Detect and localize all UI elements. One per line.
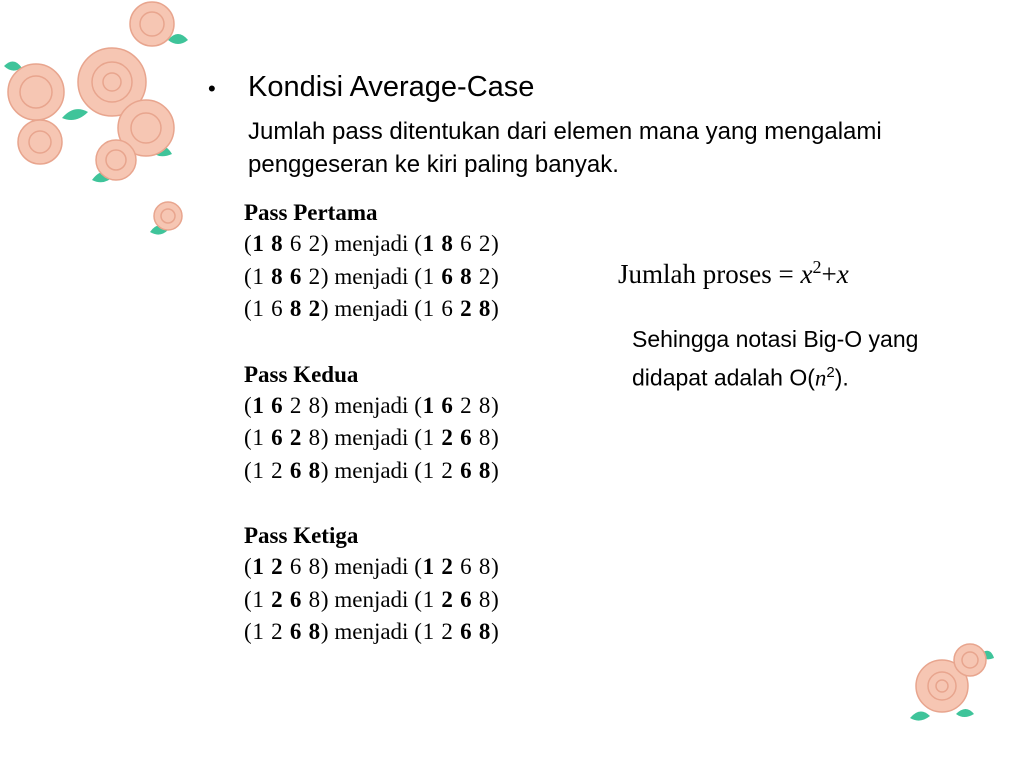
- insertion-sort-passes: [244, 198, 499, 649]
- array-element: 2: [460, 296, 472, 321]
- array-element: 2: [478, 231, 491, 256]
- array-element: 1: [252, 554, 264, 579]
- array-element: 8: [308, 457, 321, 483]
- rose-icon: [916, 644, 986, 712]
- array-element: 8: [308, 425, 321, 450]
- array-element: 1: [252, 231, 264, 256]
- formula-plus: +: [821, 259, 837, 289]
- array-element: 2: [289, 392, 302, 418]
- pass-title: Pass Kedua: [244, 361, 359, 387]
- array-element: 1: [252, 619, 264, 644]
- array-element: 8: [308, 619, 321, 644]
- array-element: 2: [308, 231, 321, 256]
- row-connector: menjadi: [334, 392, 409, 418]
- array-element: 6: [460, 231, 472, 256]
- array-element: 2: [441, 586, 453, 612]
- array-element: 8: [308, 554, 321, 579]
- pass-step-row: (1 2 6 8) menjadi (1 2 6 8): [244, 616, 499, 649]
- pass-block: [244, 521, 499, 649]
- array-element: 6: [289, 619, 302, 644]
- array-element: 1: [252, 263, 264, 289]
- array-element: 1: [252, 392, 264, 418]
- slide-title-bullet: [208, 70, 534, 106]
- array-element: 8: [478, 392, 491, 418]
- slide-title: Kondisi Average-Case: [248, 71, 535, 103]
- process-count-formula: [618, 247, 849, 294]
- rose-icon: [8, 2, 182, 230]
- array-element: 1: [422, 586, 435, 612]
- array-element: 8: [308, 392, 321, 418]
- row-connector: menjadi: [334, 586, 409, 612]
- array-element: 2: [308, 263, 321, 289]
- conclusion-text: Sehingga notasi Big-O yang didapat adalah: [632, 326, 919, 391]
- array-element: 2: [441, 554, 453, 579]
- pass-step-row: (1 2 6 8) menjadi (1 2 6 8): [244, 455, 499, 488]
- row-connector: menjadi: [334, 457, 409, 483]
- array-element: 8: [460, 263, 472, 289]
- big-o-close: ).: [834, 364, 849, 391]
- array-element: 1: [422, 263, 435, 289]
- array-element: 8: [271, 231, 283, 256]
- array-element: 1: [422, 425, 435, 450]
- array-element: 1: [252, 296, 264, 321]
- array-element: 2: [271, 619, 283, 644]
- array-element: 2: [441, 619, 453, 644]
- formula-base: x: [800, 259, 813, 289]
- array-element: 8: [478, 586, 491, 612]
- array-element: 2: [308, 296, 321, 321]
- array-element: 6: [460, 619, 472, 644]
- array-element: 6: [441, 263, 453, 289]
- pass-step-row: (1 2 6 8) menjadi (1 2 6 8): [244, 584, 499, 617]
- pass-step-row: (1 6 8 2) menjadi (1 6 2 8): [244, 293, 499, 326]
- formula-exponent: 2: [812, 257, 822, 277]
- formula-term: x: [836, 259, 849, 289]
- bullet-point-icon: •: [208, 76, 216, 101]
- array-element: 1: [252, 457, 264, 483]
- array-element: 8: [271, 263, 283, 289]
- array-element: 6: [441, 296, 453, 321]
- row-connector: menjadi: [334, 619, 409, 644]
- array-element: 6: [460, 457, 472, 483]
- array-element: 2: [441, 457, 453, 483]
- array-element: 1: [422, 619, 435, 644]
- array-element: 6: [441, 392, 453, 418]
- array-element: 6: [289, 263, 302, 289]
- array-element: 8: [289, 296, 302, 321]
- array-element: 8: [478, 554, 491, 579]
- array-element: 2: [271, 554, 283, 579]
- array-element: 8: [478, 619, 491, 644]
- pass-title: Pass Pertama: [244, 200, 378, 225]
- array-element: 6: [460, 586, 472, 612]
- pass-step-row: (1 8 6 2) menjadi (1 6 8 2): [244, 261, 499, 294]
- array-element: 1: [422, 392, 435, 418]
- row-connector: menjadi: [334, 263, 409, 289]
- array-element: 2: [478, 263, 491, 289]
- big-o-open: O(: [789, 364, 815, 391]
- array-element: 1: [422, 296, 435, 321]
- array-element: 2: [441, 425, 453, 450]
- array-element: 1: [252, 425, 264, 450]
- big-o-conclusion: [632, 323, 962, 395]
- formula-label: Jumlah proses =: [618, 259, 794, 289]
- array-element: 1: [252, 586, 264, 612]
- array-element: 8: [478, 457, 491, 483]
- array-element: 8: [441, 231, 453, 256]
- pass-step-row: (1 2 6 8) menjadi (1 2 6 8): [244, 551, 499, 584]
- array-element: 8: [308, 586, 321, 612]
- big-o-exponent: 2: [826, 364, 835, 381]
- array-element: 2: [271, 586, 283, 612]
- big-o-base: n: [814, 365, 827, 391]
- array-element: 2: [271, 457, 283, 483]
- array-element: 8: [478, 425, 491, 450]
- array-element: 1: [422, 231, 435, 256]
- array-element: 2: [460, 392, 472, 418]
- array-element: 8: [478, 296, 491, 321]
- array-element: 6: [271, 296, 283, 321]
- rose-cluster-bottom-right-decoration: [900, 640, 996, 736]
- pass-step-row: (1 6 2 8) menjadi (1 2 6 8): [244, 422, 499, 455]
- slide-subtitle: Jumlah pass ditentukan dari elemen mana yang mengalami penggeseran ke kiri paling banyak.: [248, 118, 882, 178]
- array-element: 6: [289, 457, 302, 483]
- pass-block: [244, 198, 499, 326]
- array-element: 6: [271, 392, 283, 418]
- array-element: 6: [271, 425, 283, 450]
- array-element: 6: [289, 586, 302, 612]
- pass-step-row: (1 8 6 2) menjadi (1 8 6 2): [244, 228, 499, 261]
- row-connector: menjadi: [334, 425, 409, 450]
- array-element: 6: [460, 425, 472, 450]
- row-connector: menjadi: [334, 554, 409, 579]
- row-connector: menjadi: [334, 296, 409, 321]
- array-element: 6: [289, 231, 302, 256]
- pass-block: [244, 360, 499, 488]
- rose-cluster-top-left-decoration: [0, 0, 200, 245]
- pass-step-row: (1 6 2 8) menjadi (1 6 2 8): [244, 390, 499, 423]
- array-element: 6: [460, 554, 472, 579]
- pass-title: Pass Ketiga: [244, 523, 359, 548]
- array-element: 1: [422, 457, 435, 483]
- array-element: 1: [422, 554, 435, 579]
- array-element: 2: [289, 425, 302, 450]
- row-connector: menjadi: [334, 231, 409, 256]
- array-element: 6: [289, 554, 302, 579]
